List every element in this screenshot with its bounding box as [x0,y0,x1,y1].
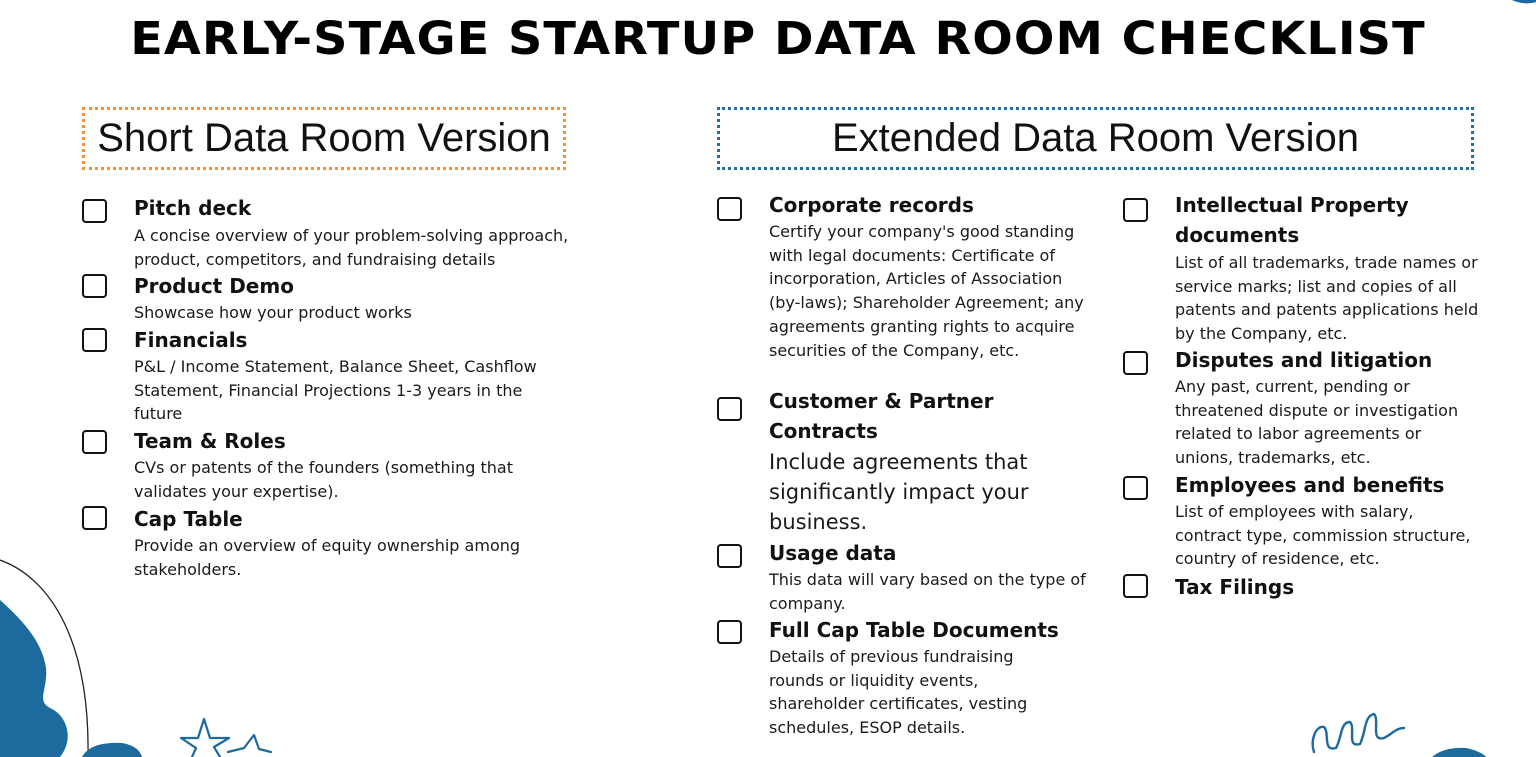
item-title: Corporate records [769,193,974,217]
item-title: Intellectual Property documents [1175,193,1409,247]
checkbox[interactable] [82,199,107,223]
item-description: Include agreements that significantly impact your business. [769,450,1029,534]
item-title: Pitch deck [134,196,252,220]
checkbox[interactable] [717,397,742,421]
page-title: EARLY-STAGE STARTUP DATA ROOM CHECKLIST [130,12,1426,65]
checkbox[interactable] [717,620,742,644]
item-description: Any past, current, pending or threatened dispute or investigation related to labor agreements or unions, trademarks, etc. [1175,377,1459,468]
short-version-heading-text: Short Data Room Version [97,116,551,160]
checkbox[interactable] [717,197,742,221]
checkbox[interactable] [1123,351,1148,375]
extended-version-heading-text: Extended Data Room Version [832,116,1359,160]
extended-version-heading [717,107,1474,170]
checkbox[interactable] [1123,574,1148,598]
item-title: Cap Table [134,507,243,531]
star-doodle-icon [181,719,271,757]
checkbox[interactable] [82,274,107,298]
item-title: Disputes and litigation [1175,348,1433,372]
blue-blob-bottom-right [1432,748,1486,757]
item-description: Details of previous fundraising rounds or liquidity events, shareholder certificates, vesting schedules, ESOP details. [769,647,1028,738]
checkbox[interactable] [1123,198,1148,222]
checkbox[interactable] [1123,476,1148,500]
item-description: Showcase how your product works [134,303,412,322]
item-title: Team & Roles [134,429,286,453]
item-description: Certify your company's good standing with legal documents: Certificate of incorporation, Articles of Association (by-laws); Shareholder Agreement; any agreements granting rights to acquire securities of the Company, etc. [769,222,1084,360]
item-description: List of employees with salary, contract type, commission structure, country of residence, etc. [1175,502,1471,569]
item-title: Financials [134,328,248,352]
short-version-heading [82,107,566,170]
blue-leaf-shape [0,600,68,757]
checkbox[interactable] [82,506,107,530]
blue-corner-top-right [1512,0,1536,3]
blue-blob-bottom-left [82,743,142,757]
item-description: A concise overview of your problem-solving approach, product, competitors, and fundraising details [134,226,569,269]
item-description: List of all trademarks, trade names or service marks; list and copies of all patents and patents applications held by the Company, etc. [1175,253,1479,344]
item-title: Customer & Partner Contracts [769,389,994,443]
item-title: Tax Filings [1175,575,1295,599]
checkbox[interactable] [82,328,107,352]
item-title: Employees and benefits [1175,473,1445,497]
checkbox[interactable] [82,430,107,454]
checkbox[interactable] [717,544,742,568]
loop-doodle-icon [1313,714,1404,752]
item-title: Product Demo [134,274,294,298]
item-title: Full Cap Table Documents [769,618,1059,642]
item-description: Provide an overview of equity ownership among stakeholders. [134,536,521,579]
item-title: Usage data [769,541,897,565]
item-description: CVs or patents of the founders (something that validates your expertise). [134,458,513,501]
item-description: This data will vary based on the type of company. [769,570,1086,613]
item-description: P&L / Income Statement, Balance Sheet, Cashflow Statement, Financial Projections 1-3 years in the future [134,357,537,424]
